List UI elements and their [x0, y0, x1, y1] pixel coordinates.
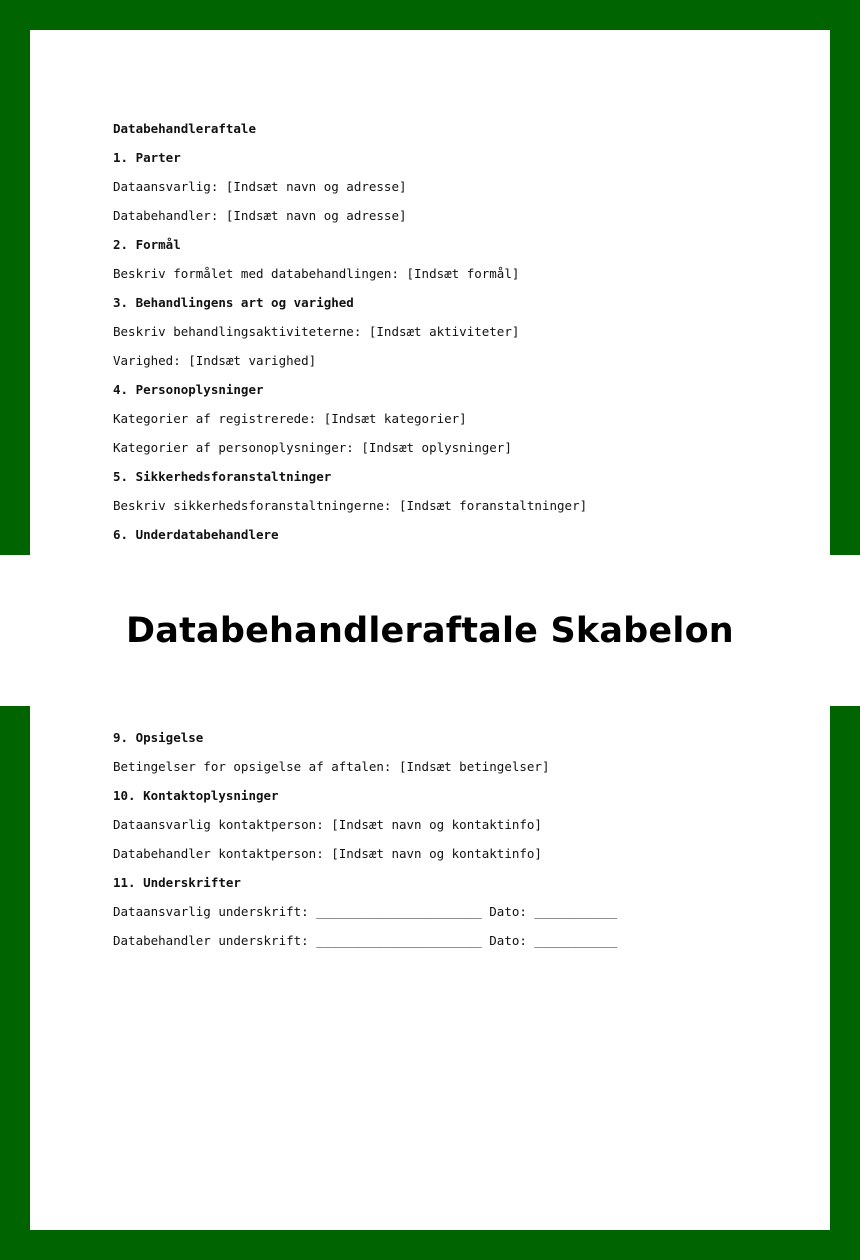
section-heading-sikkerhed: 5. Sikkerhedsforanstaltninger — [113, 469, 332, 484]
section-heading-parter: 1. Parter — [113, 150, 181, 165]
aktiviteter-line: Beskriv behandlingsaktiviteterne: [Indsæt aktiviteter] — [113, 324, 520, 339]
varighed-line: Varighed: [Indsæt varighed] — [113, 353, 317, 368]
section-heading-formaal: 2. Formål — [113, 237, 181, 252]
kontakt-databehandler-line: Databehandler kontaktperson: [Indsæt navn og kontaktinfo] — [113, 846, 542, 861]
signature-dataansvarlig-line: Dataansvarlig underskrift: ______________________ Dato: ___________ — [113, 904, 618, 919]
section-heading-art: 3. Behandlingens art og varighed — [113, 295, 354, 310]
section-heading-opsigelse: 9. Opsigelse — [113, 730, 204, 745]
title-banner — [0, 555, 860, 706]
section-heading-kontakt: 10. Kontaktoplysninger — [113, 788, 279, 803]
dataansvarlig-line: Dataansvarlig: [Indsæt navn og adresse] — [113, 179, 407, 194]
formaal-line: Beskriv formålet med databehandlingen: [Indsæt formål] — [113, 266, 520, 281]
section-heading-underdatabehandlere: 6. Underdatabehandlere — [113, 527, 279, 542]
databehandler-line: Databehandler: [Indsæt navn og adresse] — [113, 208, 407, 223]
kontakt-dataansvarlig-line: Dataansvarlig kontaktperson: [Indsæt navn og kontaktinfo] — [113, 817, 542, 832]
document-body — [113, 114, 813, 955]
banner-title: Databehandleraftale Skabelon — [126, 610, 734, 651]
signature-databehandler-line: Databehandler underskrift: ______________________ Dato: ___________ — [113, 933, 618, 948]
sikkerhed-line: Beskriv sikkerhedsforanstaltningerne: [Indsæt foranstaltninger] — [113, 498, 588, 513]
kategorier-registrerede-line: Kategorier af registrerede: [Indsæt kategorier] — [113, 411, 467, 426]
section-heading-underskrifter: 11. Underskrifter — [113, 875, 241, 890]
kategorier-personoplysninger-line: Kategorier af personoplysninger: [Indsæt oplysninger] — [113, 440, 512, 455]
document-title: Databehandleraftale — [113, 121, 256, 136]
opsigelse-line: Betingelser for opsigelse af aftalen: [Indsæt betingelser] — [113, 759, 550, 774]
section-heading-personoplysninger: 4. Personoplysninger — [113, 382, 264, 397]
